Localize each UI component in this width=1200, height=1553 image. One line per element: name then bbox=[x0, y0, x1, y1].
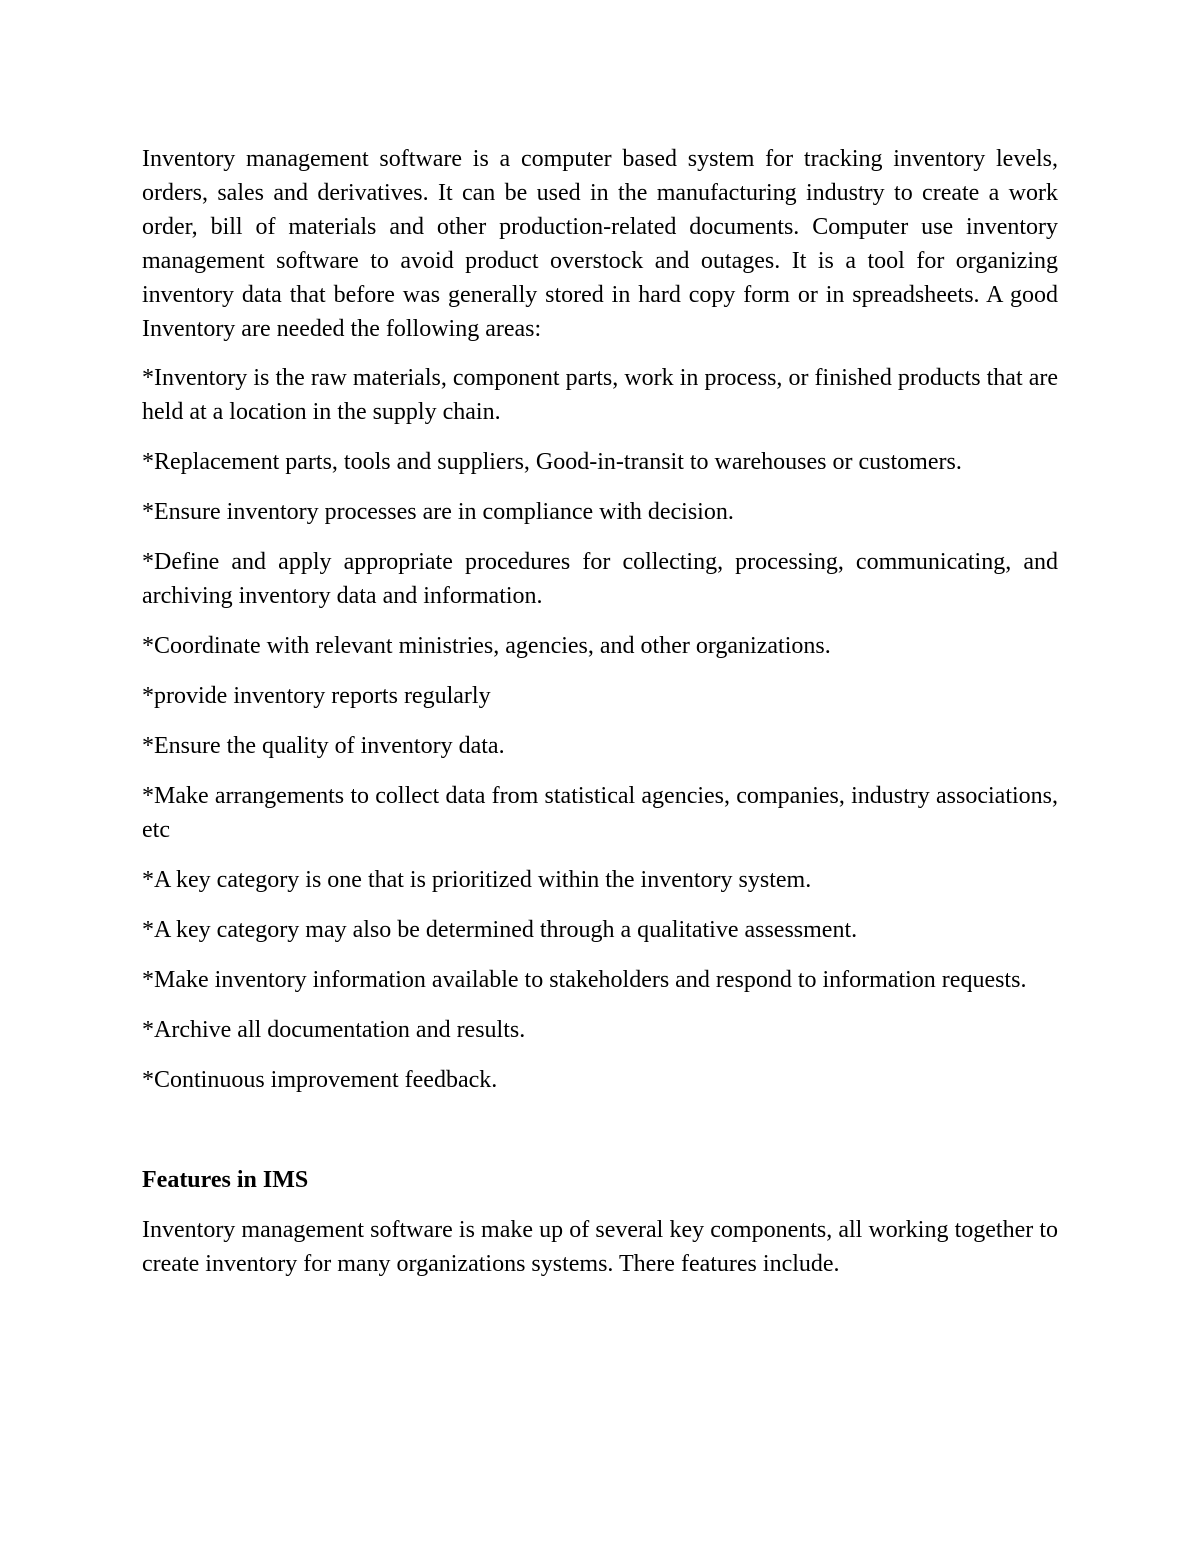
list-item: *Inventory is the raw materials, component parts, work in process, or finished products that are held at a location in the supply chain. bbox=[142, 365, 1058, 425]
list-item: *Coordinate with relevant ministries, agencies, and other organizations. bbox=[142, 633, 831, 659]
list-item: *A key category may also be determined through a qualitative assessment. bbox=[142, 917, 858, 943]
list-item: *Define and apply appropriate procedures for collecting, processing, communicating, and archiving inventory data and information. bbox=[142, 549, 1058, 609]
features-heading: Features in IMS bbox=[142, 1167, 309, 1193]
features-paragraph: Inventory management software is make up of several key components, all working together to create inventory for many organizations systems. There features include. bbox=[142, 1217, 1058, 1277]
intro-paragraph: Inventory management software is a computer based system for tracking inventory levels, orders, sales and derivatives. It can be used in the manufacturing industry to create a work order, bill of materials and other production-related documents. Computer use inventory management software to avoid product overstock and outages. It is a tool for organizing inventory data that before was generally stored in hard copy form or in spreadsheets. A good Inventory are needed the following areas: bbox=[142, 146, 1058, 342]
document-body bbox=[142, 142, 1058, 1297]
list-item: *Archive all documentation and results. bbox=[142, 1017, 526, 1043]
list-item: *A key category is one that is prioritized within the inventory system. bbox=[142, 867, 812, 893]
list-item: *Replacement parts, tools and suppliers, Good-in-transit to warehouses or customers. bbox=[142, 449, 962, 475]
list-item: *provide inventory reports regularly bbox=[142, 683, 491, 709]
list-item: *Ensure inventory processes are in compliance with decision. bbox=[142, 499, 734, 525]
list-item: *Make inventory information available to stakeholders and respond to information requests. bbox=[142, 967, 1027, 993]
list-item: *Continuous improvement feedback. bbox=[142, 1067, 498, 1093]
list-item: *Make arrangements to collect data from statistical agencies, companies, industry associations, etc bbox=[142, 783, 1058, 843]
list-item: *Ensure the quality of inventory data. bbox=[142, 733, 505, 759]
